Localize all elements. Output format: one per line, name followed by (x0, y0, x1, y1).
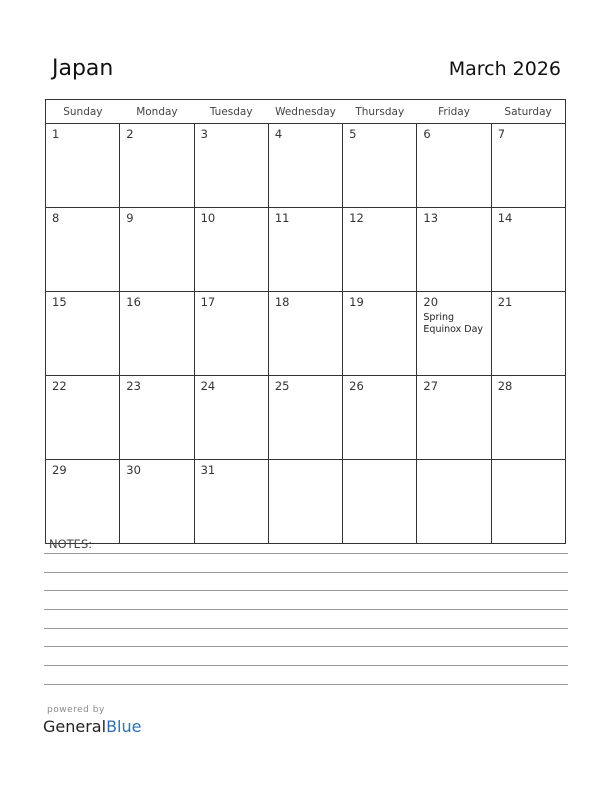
day-cell (194, 376, 268, 460)
day-number: 6 (423, 127, 431, 141)
day-number: 23 (126, 379, 141, 393)
day-cell (491, 124, 565, 208)
notes-line (44, 553, 568, 554)
day-number: 19 (349, 295, 364, 309)
week-row (46, 376, 566, 460)
month-year-title: March 2026 (448, 58, 561, 80)
day-cell (417, 292, 491, 376)
day-number: 26 (349, 379, 364, 393)
day-cell (417, 208, 491, 292)
day-number: 31 (200, 463, 216, 477)
brand-logo-blue: Blue (106, 717, 142, 736)
day-cell (120, 376, 194, 460)
day-cell (491, 292, 565, 376)
holiday-label: Spring Equinox Day (423, 312, 484, 335)
notes-line (44, 646, 568, 647)
day-cell (268, 208, 342, 292)
day-number: 10 (200, 211, 216, 225)
day-cell (343, 292, 417, 376)
empty-day-cell (417, 460, 491, 544)
week-row (46, 460, 566, 544)
day-number: 21 (497, 295, 513, 309)
day-cell (194, 292, 268, 376)
day-cell (343, 376, 417, 460)
day-number: 16 (126, 295, 141, 309)
notes-line (44, 590, 568, 591)
day-cell (268, 376, 342, 460)
weekday-monday: Monday (120, 100, 194, 124)
day-number: 12 (349, 211, 364, 225)
week-row (46, 208, 566, 292)
day-number: 14 (497, 211, 513, 225)
weekday-header-row (46, 100, 566, 124)
empty-day-cell (268, 460, 342, 544)
day-cell (194, 208, 268, 292)
day-number: 1 (52, 127, 60, 141)
notes-line (44, 665, 568, 666)
day-number: 11 (274, 211, 290, 225)
day-cell (46, 124, 120, 208)
day-number: 5 (349, 127, 357, 141)
day-number: 17 (200, 295, 216, 309)
weekday-saturday: Saturday (491, 100, 565, 124)
notes-line (44, 572, 568, 573)
day-cell (268, 292, 342, 376)
day-number: 28 (497, 379, 513, 393)
day-cell (120, 124, 194, 208)
calendar-grid (45, 99, 566, 544)
powered-by-text: powered by (47, 705, 105, 715)
notes-label: NOTES: (49, 537, 93, 551)
day-number: 25 (274, 379, 290, 393)
empty-day-cell (343, 460, 417, 544)
day-cell (343, 208, 417, 292)
day-number: 24 (200, 379, 216, 393)
day-number: 27 (423, 379, 439, 393)
day-number: 9 (126, 211, 134, 225)
day-cell (417, 124, 491, 208)
day-cell (46, 208, 120, 292)
notes-line (44, 609, 568, 610)
day-cell (120, 460, 194, 544)
day-cell (46, 292, 120, 376)
day-number: 8 (52, 211, 60, 225)
day-cell (268, 124, 342, 208)
day-cell (194, 124, 268, 208)
notes-line (44, 684, 568, 685)
country-title: Japan (52, 56, 114, 81)
day-cell (491, 208, 565, 292)
empty-day-cell (491, 460, 565, 544)
day-cell (194, 460, 268, 544)
weekday-thursday: Thursday (343, 100, 417, 124)
day-number: 22 (52, 379, 67, 393)
day-number: 4 (274, 127, 283, 141)
day-number: 15 (52, 295, 67, 309)
brand-logo-general: General (43, 717, 107, 736)
weekday-sunday: Sunday (46, 100, 120, 124)
day-cell (120, 208, 194, 292)
weekday-friday: Friday (417, 100, 491, 124)
day-number: 3 (200, 127, 208, 141)
brand-logo (43, 717, 141, 736)
day-cell (491, 376, 565, 460)
day-number: 7 (497, 127, 506, 141)
week-row (46, 292, 566, 376)
weekday-tuesday: Tuesday (194, 100, 268, 124)
day-cell (120, 292, 194, 376)
day-number: 2 (126, 127, 134, 141)
day-number: 30 (126, 463, 141, 477)
day-cell (46, 460, 120, 544)
day-number: 29 (52, 463, 67, 477)
day-number: 18 (274, 295, 290, 309)
day-cell (417, 376, 491, 460)
week-row (46, 124, 566, 208)
notes-line (44, 628, 568, 629)
day-cell (46, 376, 120, 460)
day-number: 13 (423, 211, 439, 225)
day-cell (343, 124, 417, 208)
weekday-wednesday: Wednesday (268, 100, 342, 124)
day-number: 20 (423, 295, 439, 309)
